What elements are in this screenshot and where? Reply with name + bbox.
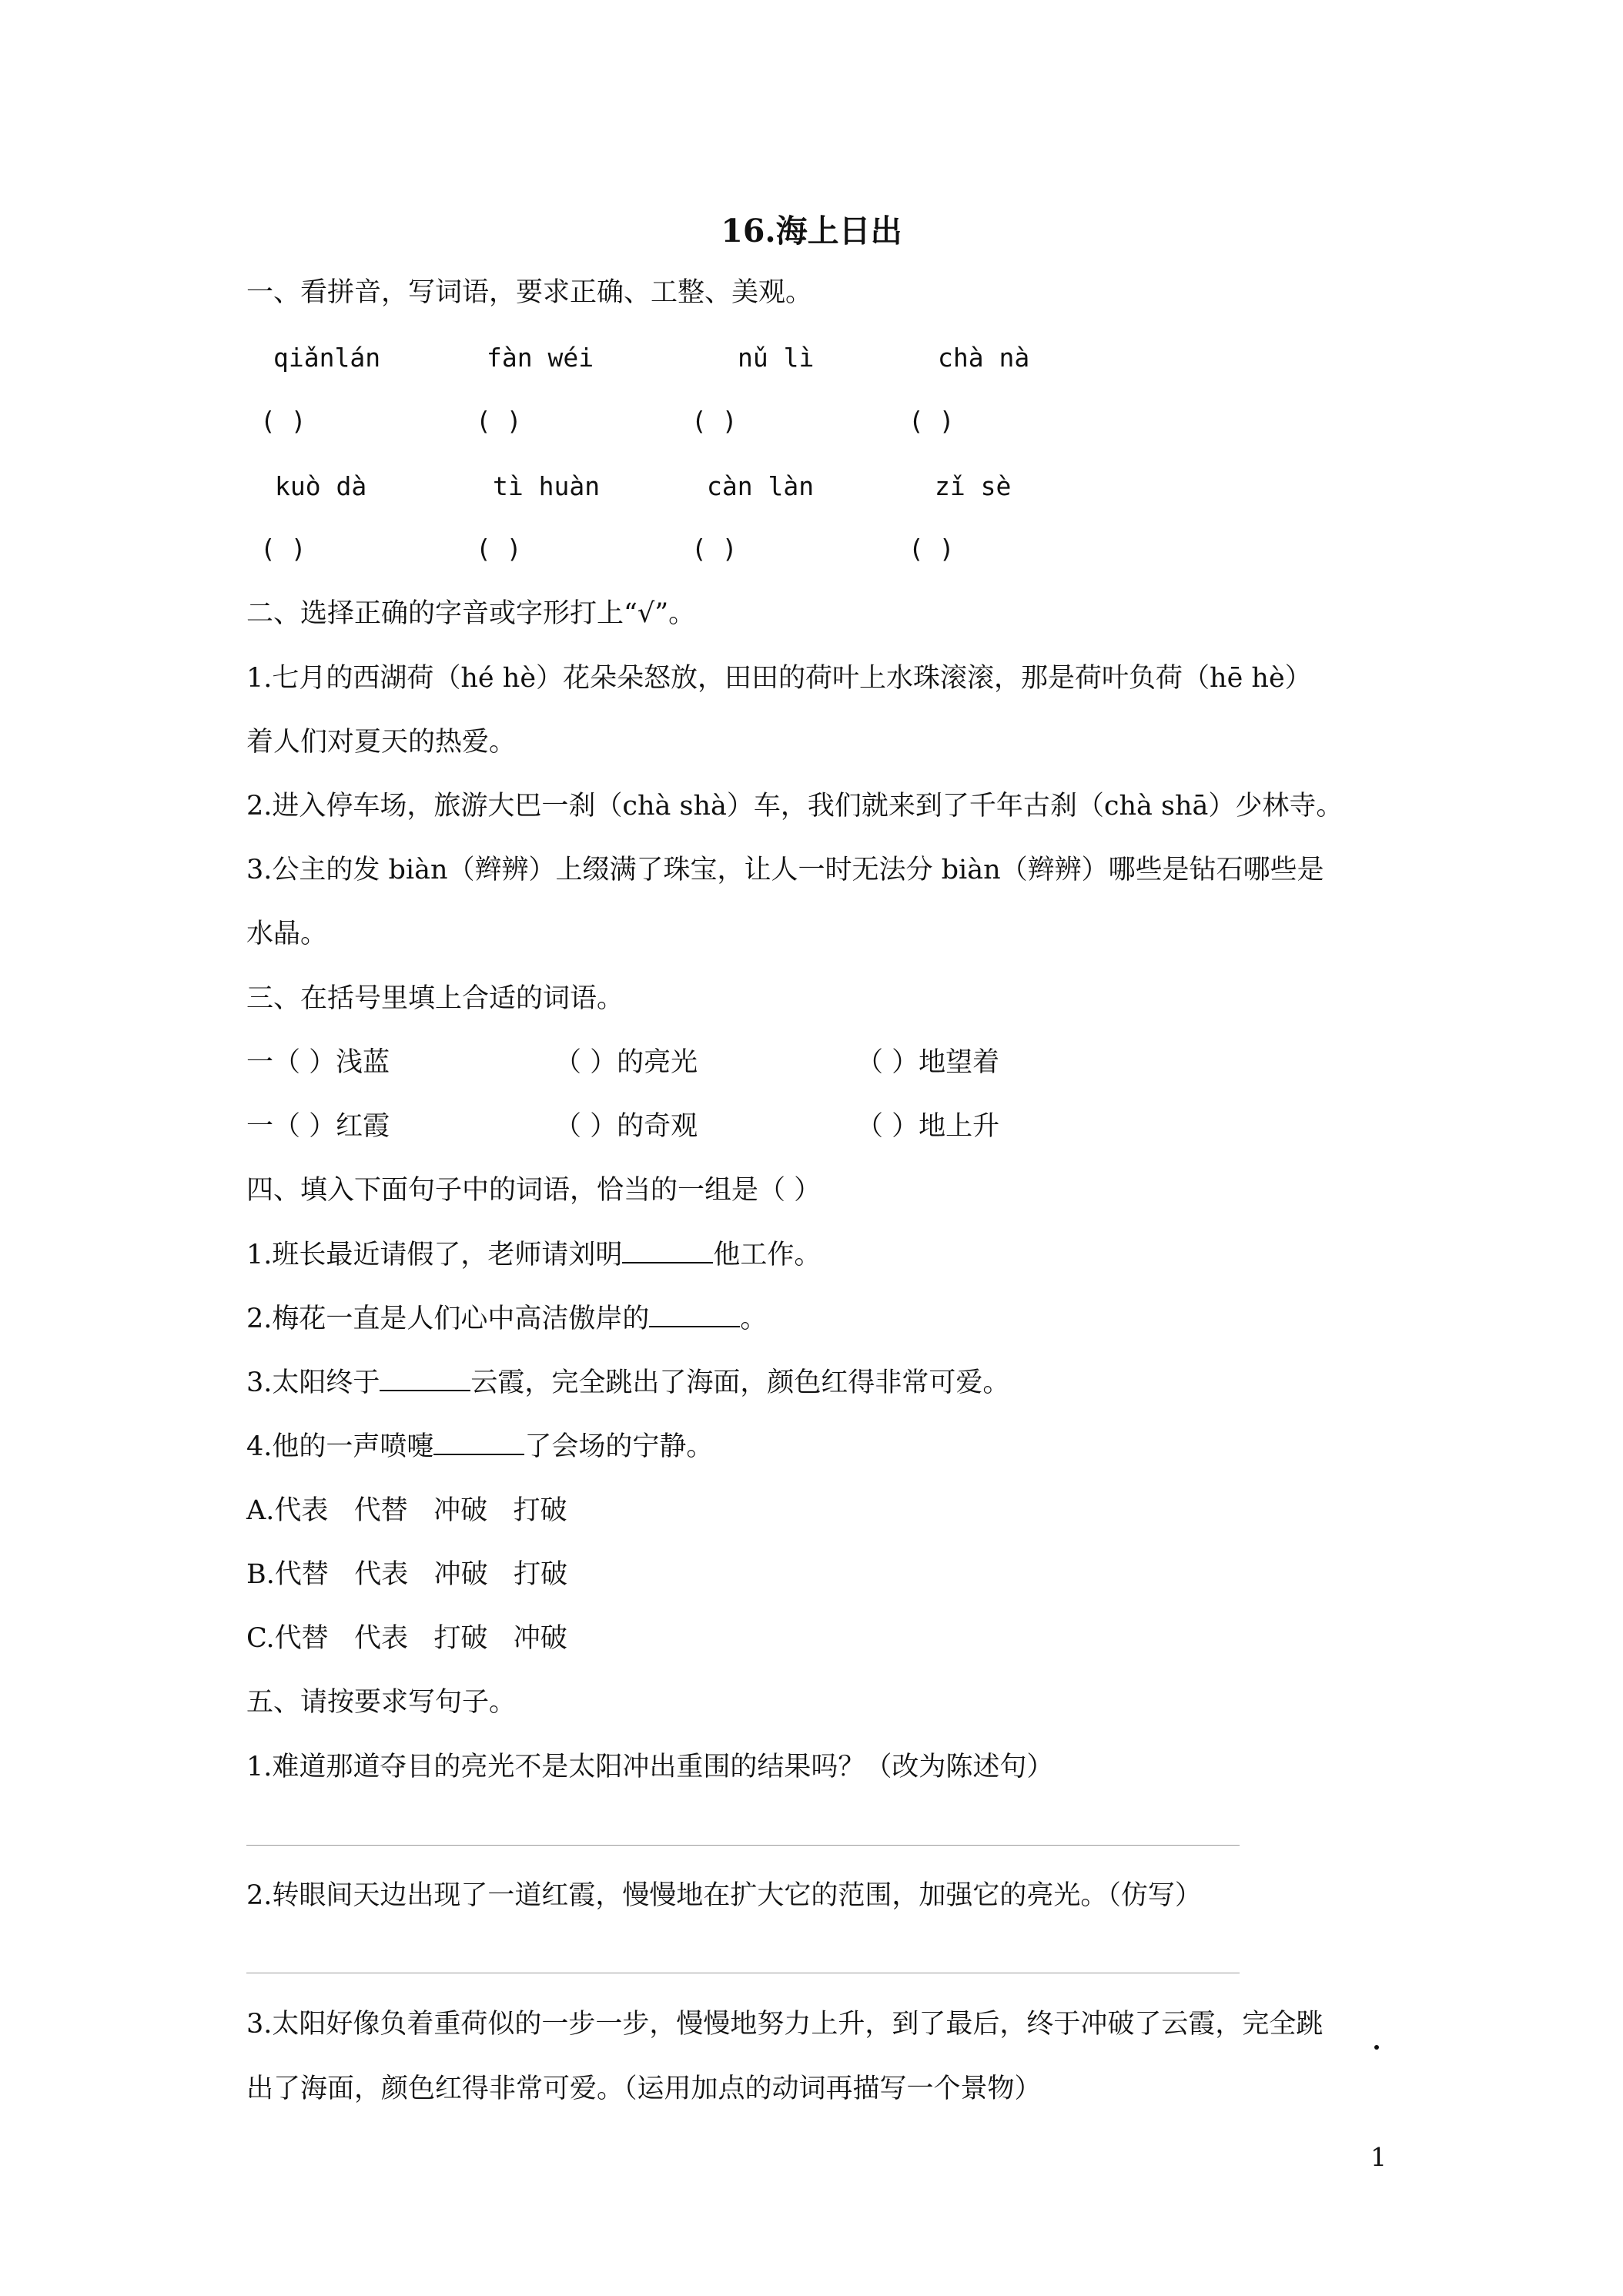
section2-q3-line1: 3.公主的发 biàn（辫辨）上缀满了珠宝，让人一时无法分 biàn（辫辨）哪些是钻石哪些是 bbox=[246, 855, 1324, 885]
answer-bracket: ( ) bbox=[260, 406, 306, 436]
option-a: A.代表 代替 冲破 打破 bbox=[246, 1495, 567, 1526]
answer-blank bbox=[622, 1239, 713, 1263]
fill-item: （ ）的奇观 bbox=[554, 1111, 698, 1142]
pinyin-item: nǔ lì bbox=[738, 343, 815, 373]
bracket-row-1 bbox=[0, 402, 1623, 440]
q4-text-after: 了会场的宁静。 bbox=[524, 1431, 714, 1462]
fill-row-2 bbox=[0, 1107, 1623, 1146]
section4-q1 bbox=[246, 1236, 821, 1274]
q2-text-after: 。 bbox=[740, 1304, 768, 1334]
section5-q3-line2: 出了海面，颜色红得非常可爱。（运用加点的动词再描写一个景物） bbox=[246, 2073, 1042, 2104]
q1-text-after: 他工作。 bbox=[713, 1240, 822, 1270]
pinyin-row-1 bbox=[0, 339, 1623, 377]
pinyin-item: càn làn bbox=[707, 471, 815, 501]
answer-bracket: ( ) bbox=[476, 406, 522, 436]
section5-q2: 2.转眼间天边出现了一道红霞，慢慢地在扩大它的范围，加强它的亮光。（仿写） bbox=[246, 1880, 1202, 1911]
pinyin-item: kuò dà bbox=[275, 471, 367, 501]
section1-heading: 一、看拼音，写词语，要求正确、工整、美观。 bbox=[246, 277, 813, 308]
answer-blank bbox=[649, 1303, 740, 1327]
emphasis-dot bbox=[1374, 2045, 1379, 2050]
option-b: B.代替 代表 冲破 打破 bbox=[246, 1559, 567, 1590]
pinyin-item: qiǎnlán bbox=[273, 343, 381, 373]
q3-text-after: 云霞，完全跳出了海面，颜色红得非常可爱。 bbox=[470, 1367, 1010, 1398]
q4-text-before: 4.他的一声喷嚏 bbox=[246, 1431, 434, 1462]
section5-q1: 1.难道那道夺目的亮光不是太阳冲出重围的结果吗？（改为陈述句） bbox=[246, 1752, 1054, 1782]
fill-item: （ ）地望着 bbox=[856, 1047, 1000, 1078]
q2-text-before: 2.梅花一直是人们心中高洁傲岸的 bbox=[246, 1304, 650, 1334]
section5-heading: 五、请按要求写句子。 bbox=[246, 1687, 517, 1718]
answer-bracket: ( ) bbox=[909, 534, 955, 564]
fill-item: （ ）的亮光 bbox=[554, 1047, 698, 1078]
pinyin-item: fàn wéi bbox=[487, 343, 594, 373]
fill-item: 一（ ）红霞 bbox=[246, 1111, 390, 1142]
section2-q3-line2: 水晶。 bbox=[246, 919, 328, 949]
section3-heading: 三、在括号里填上合适的词语。 bbox=[246, 983, 624, 1014]
answer-bracket: ( ) bbox=[260, 534, 306, 564]
answer-bracket: ( ) bbox=[691, 406, 738, 436]
section2-q2: 2.进入停车场，旅游大巴一刹（chà shà）车，我们就来到了千年古刹（chà shā）少林寺。 bbox=[246, 791, 1344, 822]
pinyin-item: zǐ sè bbox=[935, 471, 1012, 501]
section4-q4 bbox=[246, 1427, 713, 1466]
page-title: 16.海上日出 bbox=[721, 213, 902, 249]
page-number: 1 bbox=[1370, 2142, 1387, 2172]
section2-heading: 二、选择正确的字音或字形打上“√”。 bbox=[246, 598, 696, 629]
answer-line bbox=[246, 1845, 1240, 1846]
section4-heading: 四、填入下面句子中的词语，恰当的一组是（ ） bbox=[246, 1175, 822, 1206]
pinyin-item: tì huàn bbox=[493, 471, 601, 501]
answer-bracket: ( ) bbox=[691, 534, 738, 564]
pinyin-item: chà nà bbox=[938, 343, 1030, 373]
pinyin-row-2 bbox=[0, 467, 1623, 506]
q1-text-before: 1.班长最近请假了，老师请刘明 bbox=[246, 1240, 623, 1270]
answer-blank bbox=[433, 1431, 524, 1455]
q3-text-before: 3.太阳终于 bbox=[246, 1367, 380, 1398]
fill-item: 一（ ）浅蓝 bbox=[246, 1047, 390, 1078]
section2-q1-line2: 着人们对夏天的热爱。 bbox=[246, 727, 517, 758]
answer-bracket: ( ) bbox=[476, 534, 522, 564]
fill-item: （ ）地上升 bbox=[856, 1111, 1000, 1142]
fill-row-1 bbox=[0, 1043, 1623, 1082]
bracket-row-2 bbox=[0, 530, 1623, 568]
answer-bracket: ( ) bbox=[909, 406, 955, 436]
option-c: C.代替 代表 打破 冲破 bbox=[246, 1623, 567, 1654]
section2-q1-line1: 1.七月的西湖荷（hé hè）花朵朵怒放，田田的荷叶上水珠滚滚，那是荷叶负荷（hē hè） bbox=[246, 663, 1312, 694]
section4-q2 bbox=[246, 1300, 767, 1338]
section4-q3 bbox=[246, 1364, 1009, 1402]
section5-q3-line1: 3.太阳好像负着重荷似的一步一步，慢慢地努力上升，到了最后，终于冲破了云霞，完全跳 bbox=[246, 2009, 1323, 2040]
answer-blank bbox=[380, 1367, 470, 1391]
